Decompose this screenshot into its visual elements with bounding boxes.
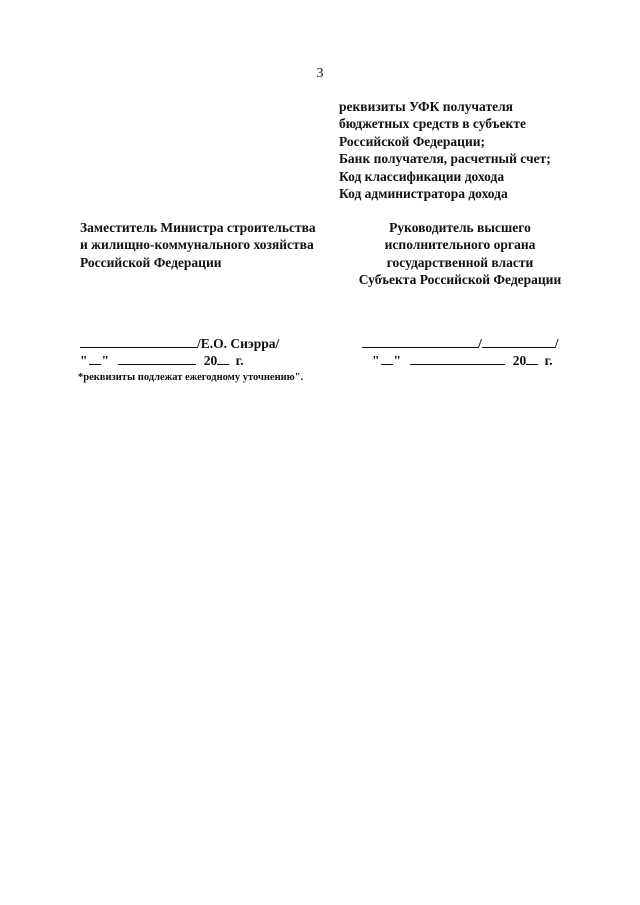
day-blank [381,352,393,365]
right-signature-line [362,335,559,352]
left-signatory-title [80,219,316,271]
year-suffix: г. [235,353,244,368]
signature-blank [80,335,197,348]
year-blank [526,352,538,365]
right-signatory-line: исполнительного органа [384,237,536,253]
requisites-line: Российской Федерации; [339,133,486,149]
year-prefix: 20 [203,353,218,368]
requisites-line: реквизиты УФК получателя [339,99,513,114]
month-blank [410,352,505,365]
month-blank [118,352,196,365]
date-quote-open: " [372,353,380,368]
left-signatory-line: и жилищно-коммунального хозяйства [80,237,314,253]
date-quote-open: " [80,353,88,368]
right-date-line [372,352,553,369]
signature-blank [362,335,478,348]
right-signatory-line: государственной власти [386,254,534,270]
requisites-line: Код администратора дохода [339,186,508,202]
left-signatory-line: Российской Федерации [80,254,222,270]
signature-slash: / [478,336,482,351]
right-signatory-title [350,219,570,289]
left-signatory-line: Заместитель Министра строительства [80,220,316,235]
day-blank [89,352,101,365]
page-number: 3 [316,66,324,81]
date-quote-close: " [393,353,401,368]
payment-requisites-block [339,98,551,202]
year-blank [217,352,229,365]
left-signature-line [80,335,279,352]
date-quote-close: " [101,353,109,368]
year-suffix: г. [544,353,553,368]
right-signatory-line: Субъекта Российской Федерации [358,272,562,288]
footnote: *реквизиты подлежат ежегодному уточнению". [78,372,304,383]
requisites-line: Банк получателя, расчетный счет; [339,151,551,167]
right-signatory-line: Руководитель высшего [389,220,531,235]
requisites-line: Код классификации дохода [339,168,505,184]
name-blank [482,335,555,348]
year-prefix: 20 [512,353,527,368]
signature-slash: / [554,336,559,351]
left-date-line [80,352,244,369]
requisites-line: бюджетных средств в субъекте [339,116,526,132]
signatory-name: /Е.О. Сиэрра/ [197,336,280,351]
